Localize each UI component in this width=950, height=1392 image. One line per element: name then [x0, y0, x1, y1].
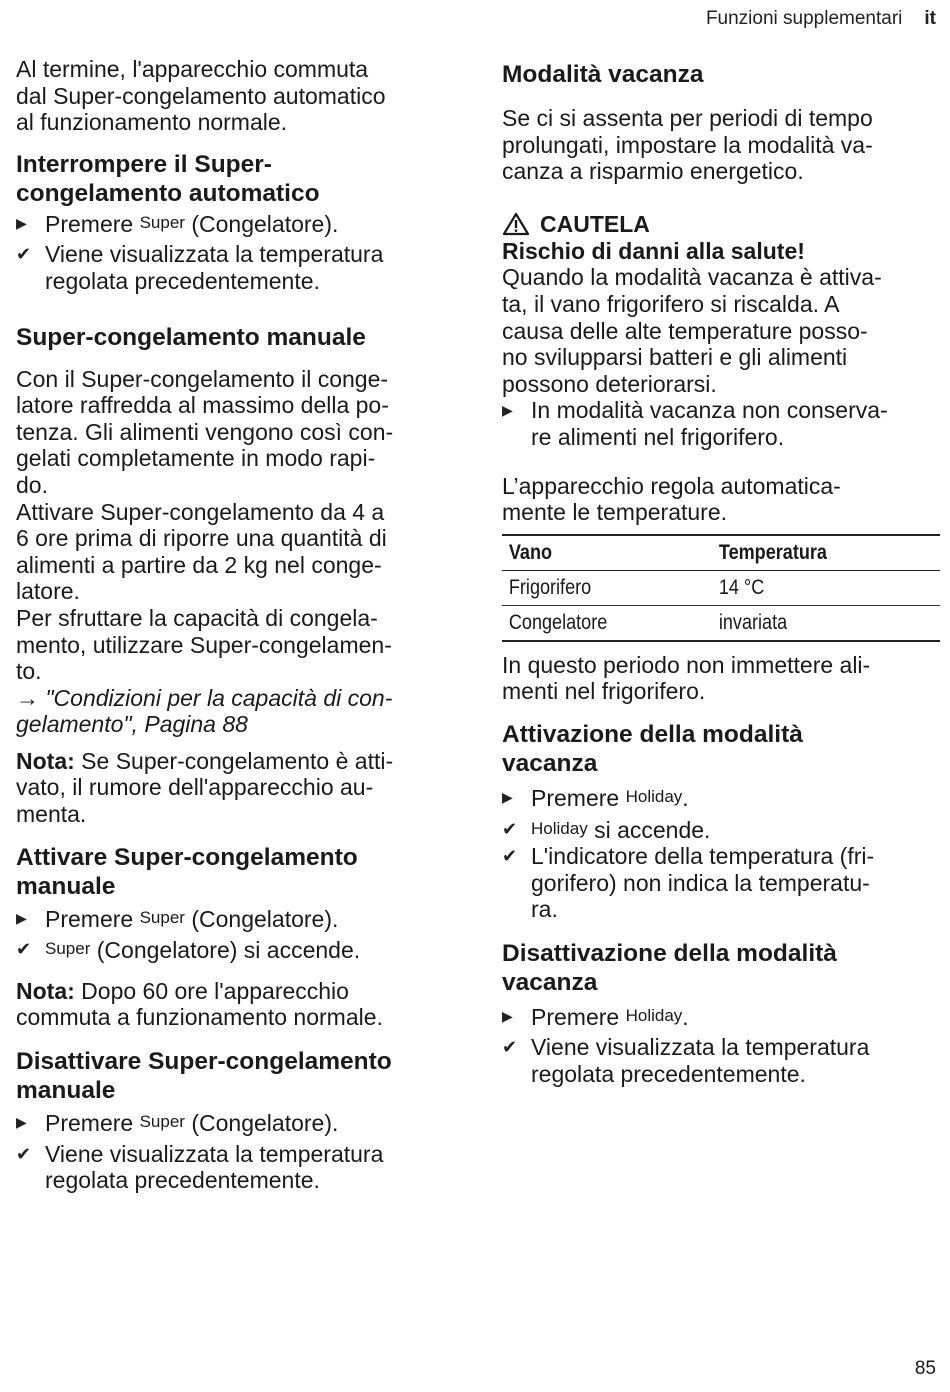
heading-attivare-super: Attivare Super-congelamento manuale	[16, 843, 358, 900]
running-header	[706, 8, 936, 30]
step-arrow-icon: ▶	[502, 788, 513, 805]
super-button-label: Super	[139, 1112, 185, 1132]
checkmark-icon: ✔	[502, 1037, 518, 1058]
temperature-table	[502, 534, 940, 642]
result-item: ✔ Viene visualizzata la temperatura regolata precedentemente.	[16, 241, 384, 294]
holiday-button-label: Holiday	[531, 818, 588, 838]
super-manuale-paragraph: Con il Super-congelamento il conge- latore raffredda al massimo della po- tenza. Gli alimenti vengono così con- gelati completamente in modo rapi- do. Attivare Super-congelamento da 4 a 6 ore prima di riporre una quantità di alimenti a partire da 2 kg nel conge- latore. Per sfruttare la capacità di congela- mento, utilizzare Super-congelamen- to.	[16, 365, 394, 685]
cross-reference-link[interactable]: → "Condizioni per la capacità di con- gelamento", Pagina 88	[16, 684, 393, 738]
steps-attivazione	[502, 784, 940, 923]
super-button-label: Super	[139, 907, 185, 927]
note-label: Nota:	[16, 747, 75, 774]
caution-box	[502, 211, 940, 451]
holiday-button-label: Holiday	[625, 786, 683, 806]
table-cell: Frigorifero	[502, 570, 683, 605]
caution-subtitle: Rischio di danni alla salute!	[502, 237, 805, 264]
steps-interrompere	[16, 210, 448, 295]
super-button-label: Super	[45, 939, 91, 959]
heading-interrompere-super: Interrompere il Super- congelamento automatico	[16, 150, 320, 207]
step-item: ▶ Premere Super (Congelatore).	[16, 210, 339, 237]
table-row	[502, 570, 940, 605]
result-item: ✔ L'indicatore della temperatura (fri- gorifero) non indica la temperatu- ra.	[502, 843, 875, 923]
step-item: ▶ Premere Super (Congelatore).	[16, 1110, 339, 1137]
intro-paragraph: Al termine, l'apparecchio commuta dal Super-congelamento automatico al funzionamento normale.	[16, 56, 386, 136]
super-button-label: Super	[139, 212, 185, 232]
period-paragraph: In questo periodo non immettere ali- menti nel frigorifero.	[502, 651, 871, 705]
heading-super-manuale: Super-congelamento manuale	[16, 323, 366, 351]
heading-disattivare-super: Disattivare Super-congelamento manuale	[16, 1048, 392, 1105]
note-label: Nota:	[16, 977, 75, 1004]
page-number: 85	[914, 1358, 936, 1379]
heading-modalita-vacanza: Modalità vacanza	[502, 61, 704, 88]
language-code: it	[924, 8, 936, 29]
step-arrow-icon: ▶	[502, 1007, 513, 1024]
column-header: Temperatura	[712, 535, 908, 571]
step-arrow-icon: ▶	[16, 1114, 27, 1131]
steps-attivare	[16, 905, 448, 964]
section-title: Funzioni supplementari	[705, 8, 903, 29]
checkmark-icon: ✔	[502, 818, 518, 839]
column-header: Vano	[502, 535, 683, 571]
steps-disattivazione	[502, 1003, 940, 1088]
heading-disattivazione-vacanza: Disattivazione della modalità vacanza	[502, 939, 837, 996]
caution-steps	[502, 397, 940, 450]
step-item: ▶ Premere Holiday.	[502, 784, 689, 811]
table-cell: Congelatore	[502, 605, 683, 641]
note-60-ore: Nota: Dopo 60 ore l'apparecchio commuta a funzionamento normale.	[16, 977, 383, 1031]
checkmark-icon: ✔	[16, 1143, 32, 1164]
table-cell: 14 °C	[712, 570, 908, 605]
table-cell: invariata	[712, 605, 908, 641]
result-item: ✔ Viene visualizzata la temperatura regolata precedentemente.	[16, 1140, 384, 1194]
steps-disattivare	[16, 1109, 448, 1194]
step-item: ▶ Premere Holiday.	[502, 1003, 689, 1030]
table-row	[502, 605, 940, 641]
checkmark-icon: ✔	[16, 244, 32, 265]
step-item: ▶ In modalità vacanza non conserva- re alimenti nel frigorifero.	[502, 397, 888, 450]
holiday-button-label: Holiday	[625, 1005, 683, 1025]
result-item: ✔ Holiday si accende.	[502, 816, 711, 843]
caution-heading: CAUTELA	[502, 211, 940, 238]
step-item: ▶ Premere Super (Congelatore).	[16, 905, 339, 932]
result-item: ✔ Viene visualizzata la temperatura regolata precedentemente.	[502, 1034, 870, 1088]
result-item: ✔ Super (Congelatore) si accende.	[16, 937, 361, 964]
heading-attivazione-vacanza: Attivazione della modalità vacanza	[502, 720, 803, 777]
step-arrow-icon: ▶	[16, 214, 27, 231]
warning-triangle-icon	[502, 212, 530, 236]
caution-body: Quando la modalità vacanza è attiva- ta, il vano frigorifero si riscalda. A causa delle alte temperature posso- no svilupparsi batteri e gli alimenti possono deteriorarsi.	[502, 264, 882, 397]
note-noise: Nota: Se Super-congelamento è atti- vato, il rumore dell'apparecchio au- menta.	[16, 747, 394, 828]
table-header-row	[502, 535, 940, 571]
checkmark-icon: ✔	[502, 846, 518, 867]
right-column	[502, 60, 940, 1088]
checkmark-icon: ✔	[16, 939, 32, 960]
step-arrow-icon: ▶	[502, 402, 513, 419]
step-arrow-icon: ▶	[16, 909, 27, 926]
auto-regulation-paragraph: L’apparecchio regola automatica- mente le temperature.	[502, 472, 841, 526]
left-column	[16, 56, 448, 1194]
vacanza-intro-paragraph: Se ci si assenta per periodi di tempo prolungati, impostare la modalità va- canza a risparmio energetico.	[502, 105, 873, 185]
